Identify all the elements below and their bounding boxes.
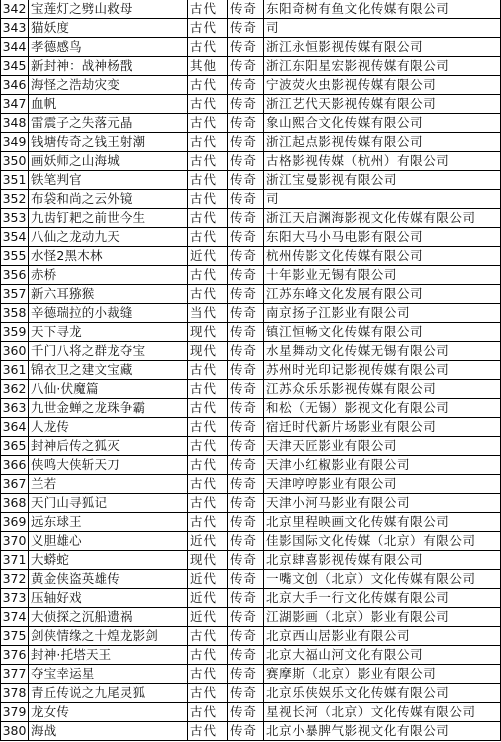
company-name: 十年影业无锡有限公司 [264, 266, 501, 285]
table-row [1, 703, 501, 722]
film-title: 猫妖度 [29, 19, 188, 38]
film-title: 九世金蝉之龙珠争霸 [29, 399, 188, 418]
company-name: 和松（无锡）影视文化有限公司 [264, 399, 501, 418]
genre-cell: 传奇 [228, 627, 264, 646]
row-number: 370 [1, 532, 29, 551]
film-title: 远东球王 [29, 513, 188, 532]
film-title: 锦衣卫之建文宝藏 [29, 361, 188, 380]
company-name: 北京小暴脾气影视文化有限公司 [264, 722, 501, 741]
row-number: 366 [1, 456, 29, 475]
film-title: 青丘传说之九尾灵狐 [29, 684, 188, 703]
row-number: 343 [1, 19, 29, 38]
table-row [1, 171, 501, 190]
row-number: 352 [1, 190, 29, 209]
row-number: 373 [1, 589, 29, 608]
table-row [1, 342, 501, 361]
film-title: 八仙之龙动九天 [29, 228, 188, 247]
film-title: 八仙·伏魔篇 [29, 380, 188, 399]
era-cell: 古代 [188, 114, 228, 133]
company-name: 江苏众乐乐影视传媒有限公司 [264, 380, 501, 399]
row-number: 369 [1, 513, 29, 532]
company-name: 苏州时光印记影视传媒有限公司 [264, 361, 501, 380]
film-title: 封神·托塔天王 [29, 646, 188, 665]
genre-cell: 传奇 [228, 247, 264, 266]
company-name: 镇江恒畅文化传媒有限公司 [264, 323, 501, 342]
era-cell: 古代 [188, 190, 228, 209]
genre-cell: 传奇 [228, 19, 264, 38]
table-row [1, 380, 501, 399]
table-row [1, 57, 501, 76]
film-title: 天门山寻狐记 [29, 494, 188, 513]
company-name: 象山熙合文化传媒有限公司 [264, 114, 501, 133]
film-title: 辛德瑞拉的小裁缝 [29, 304, 188, 323]
table-row [1, 247, 501, 266]
era-cell: 其他 [188, 57, 228, 76]
film-title: 大蟒蛇 [29, 551, 188, 570]
film-title: 画妖师之山海城 [29, 152, 188, 171]
company-name: 天津天匠影业有限公司 [264, 437, 501, 456]
table-row [1, 646, 501, 665]
genre-cell: 传奇 [228, 228, 264, 247]
company-name: 杭州传影文化传媒有限公司 [264, 247, 501, 266]
era-cell: 古代 [188, 627, 228, 646]
table-row [1, 513, 501, 532]
genre-cell: 传奇 [228, 209, 264, 228]
era-cell: 古代 [188, 76, 228, 95]
era-cell: 古代 [188, 684, 228, 703]
table-row [1, 304, 501, 323]
era-cell: 古代 [188, 475, 228, 494]
company-name: 东阳奇树有鱼文化传媒有限公司 [264, 0, 501, 19]
row-number: 367 [1, 475, 29, 494]
genre-cell: 传奇 [228, 323, 264, 342]
era-cell: 近代 [188, 570, 228, 589]
table-row [1, 399, 501, 418]
table-body [1, 0, 501, 741]
row-number: 372 [1, 570, 29, 589]
genre-cell: 传奇 [228, 285, 264, 304]
table-row [1, 19, 501, 38]
era-cell: 古代 [188, 418, 228, 437]
table-row [1, 532, 501, 551]
film-title: 铁笔判官 [29, 171, 188, 190]
film-title: 剑侠情缘之十煌龙影剑 [29, 627, 188, 646]
genre-cell: 传奇 [228, 418, 264, 437]
row-number: 362 [1, 380, 29, 399]
row-number: 371 [1, 551, 29, 570]
genre-cell: 传奇 [228, 437, 264, 456]
table-row [1, 456, 501, 475]
film-title: 宝莲灯之劈山救母 [29, 0, 188, 19]
company-name: 浙江天启渊海影视文化传媒有限公司 [264, 209, 501, 228]
film-title: 侠鸣大侠斩天刀 [29, 456, 188, 475]
company-name: 浙江艺代天影视传媒有限公司 [264, 95, 501, 114]
row-number: 377 [1, 665, 29, 684]
table-row [1, 418, 501, 437]
film-title: 夺宝幸运星 [29, 665, 188, 684]
era-cell: 现代 [188, 551, 228, 570]
row-number: 344 [1, 38, 29, 57]
table-row [1, 323, 501, 342]
table-row [1, 475, 501, 494]
era-cell: 现代 [188, 323, 228, 342]
row-number: 365 [1, 437, 29, 456]
company-name: 东阳大马小马电影有限公司 [264, 228, 501, 247]
era-cell: 近代 [188, 589, 228, 608]
genre-cell: 传奇 [228, 380, 264, 399]
film-title: 新封神：战神杨戬 [29, 57, 188, 76]
row-number: 346 [1, 76, 29, 95]
era-cell: 古代 [188, 380, 228, 399]
genre-cell: 传奇 [228, 570, 264, 589]
table-row [1, 551, 501, 570]
table-row [1, 190, 501, 209]
era-cell: 古代 [188, 646, 228, 665]
film-title: 天下寻龙 [29, 323, 188, 342]
company-name: 天津小河马影业有限公司 [264, 494, 501, 513]
company-name: 古格影视传媒（杭州）有限公司 [264, 152, 501, 171]
genre-cell: 传奇 [228, 475, 264, 494]
row-number: 348 [1, 114, 29, 133]
company-name: 浙江永恒影视传媒有限公司 [264, 38, 501, 57]
genre-cell: 传奇 [228, 608, 264, 627]
era-cell: 古代 [188, 209, 228, 228]
era-cell: 现代 [188, 342, 228, 361]
genre-cell: 传奇 [228, 38, 264, 57]
table-row [1, 38, 501, 57]
era-cell: 古代 [188, 0, 228, 19]
row-number: 375 [1, 627, 29, 646]
table-row [1, 152, 501, 171]
row-number: 353 [1, 209, 29, 228]
row-number: 364 [1, 418, 29, 437]
film-title: 新六耳猕猴 [29, 285, 188, 304]
row-number: 358 [1, 304, 29, 323]
genre-cell: 传奇 [228, 304, 264, 323]
row-number: 350 [1, 152, 29, 171]
table-row [1, 133, 501, 152]
genre-cell: 传奇 [228, 665, 264, 684]
era-cell: 古代 [188, 703, 228, 722]
film-title: 龙女传 [29, 703, 188, 722]
table-row [1, 95, 501, 114]
company-name: 北京里程映画文化传媒有限公司 [264, 513, 501, 532]
company-name: 天津哼哼影业有限公司 [264, 475, 501, 494]
company-name: 浙江宝曼影视有限公司 [264, 171, 501, 190]
row-number: 376 [1, 646, 29, 665]
genre-cell: 传奇 [228, 171, 264, 190]
era-cell: 古代 [188, 171, 228, 190]
row-number: 357 [1, 285, 29, 304]
company-name: 北京大福山河文化有限公司 [264, 646, 501, 665]
company-name: 水星舞动文化传媒无锡有限公司 [264, 342, 501, 361]
genre-cell: 传奇 [228, 494, 264, 513]
row-number: 378 [1, 684, 29, 703]
film-title: 黄金侠盗英雄传 [29, 570, 188, 589]
table-row [1, 76, 501, 95]
film-title: 千门八将之群龙夺宝 [29, 342, 188, 361]
era-cell: 古代 [188, 285, 228, 304]
table-row [1, 209, 501, 228]
genre-cell: 传奇 [228, 152, 264, 171]
genre-cell: 传奇 [228, 190, 264, 209]
table-row [1, 589, 501, 608]
row-number: 347 [1, 95, 29, 114]
row-number: 349 [1, 133, 29, 152]
company-name: 南京扬子江影业有限公司 [264, 304, 501, 323]
era-cell: 近代 [188, 608, 228, 627]
film-title: 兰若 [29, 475, 188, 494]
table-row [1, 114, 501, 133]
film-title: 大侦探之沉船遗祸 [29, 608, 188, 627]
era-cell: 古代 [188, 152, 228, 171]
genre-cell: 传奇 [228, 722, 264, 741]
genre-cell: 传奇 [228, 589, 264, 608]
row-number: 379 [1, 703, 29, 722]
table-row [1, 627, 501, 646]
company-name: 浙江起点影视传媒有限公司 [264, 133, 501, 152]
genre-cell: 传奇 [228, 76, 264, 95]
row-number: 374 [1, 608, 29, 627]
film-title: 钱塘传奇之钱王射潮 [29, 133, 188, 152]
row-number: 351 [1, 171, 29, 190]
row-number: 354 [1, 228, 29, 247]
genre-cell: 传奇 [228, 114, 264, 133]
company-name: 北京大手一行文化传媒有限公司 [264, 589, 501, 608]
film-title: 海怪之浩劫灾变 [29, 76, 188, 95]
table-row [1, 665, 501, 684]
row-number: 345 [1, 57, 29, 76]
genre-cell: 传奇 [228, 95, 264, 114]
table-row [1, 608, 501, 627]
genre-cell: 传奇 [228, 0, 264, 19]
era-cell: 古代 [188, 19, 228, 38]
genre-cell: 传奇 [228, 399, 264, 418]
company-name: 江苏东峰文化发展有限公司 [264, 285, 501, 304]
era-cell: 古代 [188, 494, 228, 513]
genre-cell: 传奇 [228, 456, 264, 475]
genre-cell: 传奇 [228, 551, 264, 570]
table-row [1, 266, 501, 285]
era-cell: 古代 [188, 95, 228, 114]
film-title: 赤桥 [29, 266, 188, 285]
era-cell: 近代 [188, 247, 228, 266]
era-cell: 古代 [188, 722, 228, 741]
company-name: 天津小红椒影业有限公司 [264, 456, 501, 475]
film-title: 封神后传之狐灭 [29, 437, 188, 456]
film-title: 布袋和尚之云外镜 [29, 190, 188, 209]
row-number: 342 [1, 0, 29, 19]
era-cell: 古代 [188, 228, 228, 247]
film-title: 九齿钉耙之前世今生 [29, 209, 188, 228]
row-number: 355 [1, 247, 29, 266]
genre-cell: 传奇 [228, 266, 264, 285]
table-row [1, 437, 501, 456]
table-row [1, 285, 501, 304]
company-name: 佳影国际文化传媒（北京）有限公司 [264, 532, 501, 551]
company-name: 司 [264, 19, 501, 38]
company-name: 宿迁时代新片场影业有限公司 [264, 418, 501, 437]
era-cell: 古代 [188, 133, 228, 152]
row-number: 368 [1, 494, 29, 513]
table-row [1, 0, 501, 19]
era-cell: 古代 [188, 38, 228, 57]
film-title: 雷震子之失落元晶 [29, 114, 188, 133]
era-cell: 古代 [188, 437, 228, 456]
company-name: 司 [264, 190, 501, 209]
genre-cell: 传奇 [228, 57, 264, 76]
genre-cell: 传奇 [228, 684, 264, 703]
era-cell: 古代 [188, 266, 228, 285]
company-name: 北京肆喜影视传媒有限公司 [264, 551, 501, 570]
era-cell: 古代 [188, 665, 228, 684]
film-title: 人龙传 [29, 418, 188, 437]
genre-cell: 传奇 [228, 703, 264, 722]
table-row [1, 684, 501, 703]
genre-cell: 传奇 [228, 532, 264, 551]
film-title: 海战 [29, 722, 188, 741]
genre-cell: 传奇 [228, 646, 264, 665]
film-title: 水怪2黑木林 [29, 247, 188, 266]
row-number: 363 [1, 399, 29, 418]
table-row [1, 722, 501, 741]
genre-cell: 传奇 [228, 513, 264, 532]
table-row [1, 494, 501, 513]
genre-cell: 传奇 [228, 342, 264, 361]
company-name: 一嘴文创（北京）文化传媒有限公司 [264, 570, 501, 589]
table-row [1, 570, 501, 589]
row-number: 360 [1, 342, 29, 361]
film-title: 血帆 [29, 95, 188, 114]
company-name: 浙江东阳星宏影视传媒有限公司 [264, 57, 501, 76]
genre-cell: 传奇 [228, 133, 264, 152]
era-cell: 古代 [188, 513, 228, 532]
row-number: 380 [1, 722, 29, 741]
era-cell: 近代 [188, 532, 228, 551]
company-name: 北京乐侠娱乐文化传媒有限公司 [264, 684, 501, 703]
era-cell: 当代 [188, 304, 228, 323]
era-cell: 古代 [188, 361, 228, 380]
table-row [1, 361, 501, 380]
company-name: 北京西山居影业有限公司 [264, 627, 501, 646]
film-title: 义胆雄心 [29, 532, 188, 551]
company-name: 赛摩斯（北京）影业有限公司 [264, 665, 501, 684]
film-title: 压轴好戏 [29, 589, 188, 608]
company-name: 宁波荧火虫影视传媒有限公司 [264, 76, 501, 95]
company-name: 江湖影画（北京）影业有限公司 [264, 608, 501, 627]
row-number: 356 [1, 266, 29, 285]
film-title: 孝德感鸟 [29, 38, 188, 57]
genre-cell: 传奇 [228, 361, 264, 380]
table-row [1, 228, 501, 247]
era-cell: 古代 [188, 456, 228, 475]
row-number: 361 [1, 361, 29, 380]
era-cell: 古代 [188, 399, 228, 418]
row-number: 359 [1, 323, 29, 342]
company-name: 星视长河（北京）文化传媒有限公司 [264, 703, 501, 722]
